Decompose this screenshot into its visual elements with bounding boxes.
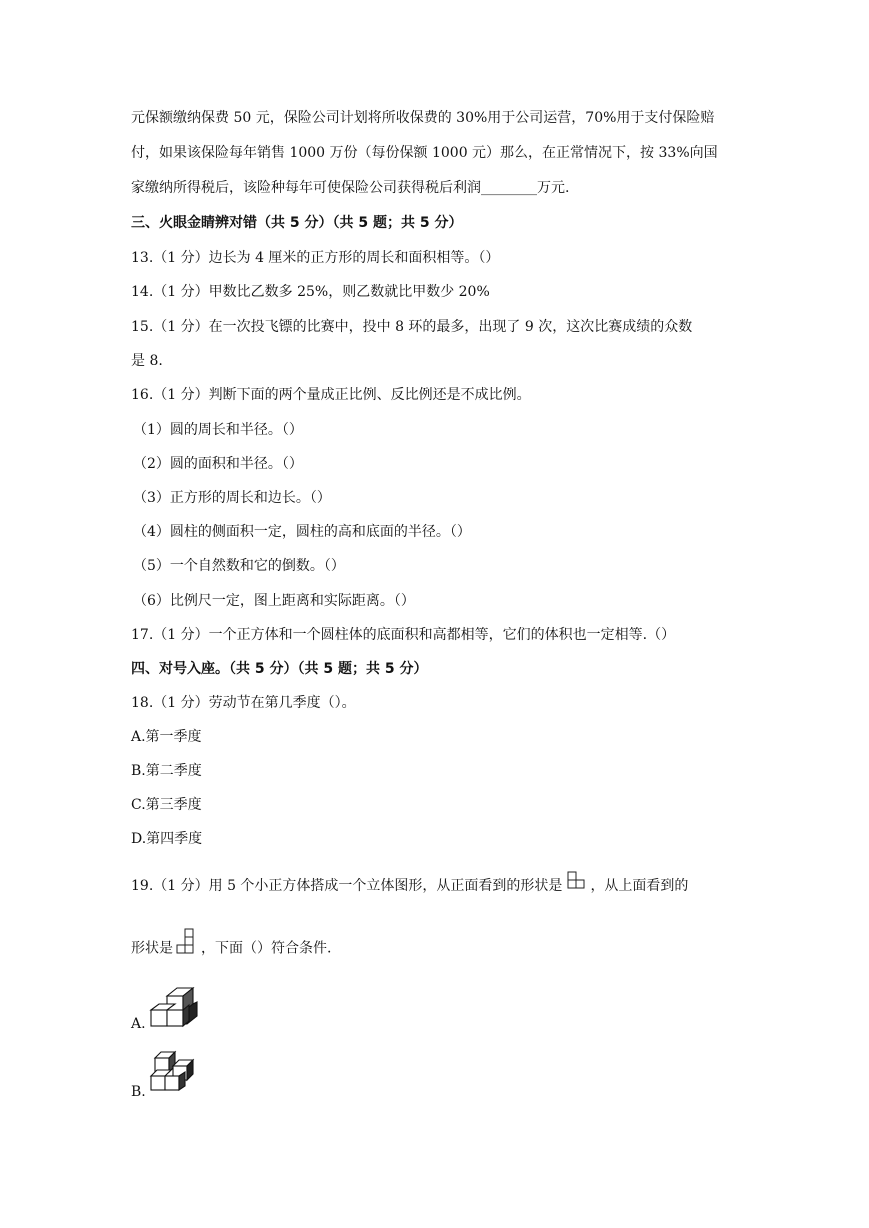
question-18-option-b: B.第二季度 xyxy=(131,763,202,779)
question-18-option-c: C.第三季度 xyxy=(131,797,202,813)
section-4-heading: 四、对号入座。（共 5 分）（共 5 题；共 5 分） xyxy=(131,661,428,677)
question-12-text-line-2: 付，如果该保险每年销售 1000 万份（每份保额 1000 元）那么，在正常情况下，按 33%向国 xyxy=(131,145,718,161)
option-a-cube-figure xyxy=(147,980,203,1032)
question-19-line-1 xyxy=(131,871,688,901)
question-19-line-2 xyxy=(131,928,331,969)
front-view-figure xyxy=(565,871,587,901)
question-19-text-part-3: 形状是 xyxy=(131,940,173,957)
question-15-line-2: 是 8. xyxy=(131,353,163,369)
question-16-item-5: （5）一个自然数和它的倒数。（） xyxy=(133,558,345,574)
question-16-item-6: （6）比例尺一定，图上距离和实际距离。（） xyxy=(133,593,415,609)
question-16-item-1: （1）圆的周长和半径。（） xyxy=(133,422,303,438)
question-19-text-part-2: ，从上面看到的 xyxy=(590,878,689,894)
question-18-option-a: A.第一季度 xyxy=(131,729,202,745)
question-19-option-a xyxy=(131,978,221,1032)
question-18-option-d: D.第四季度 xyxy=(131,831,203,847)
question-19-text-part-1: 19.（1 分）用 5 个小正方体搭成一个立体图形，从正面看到的形状是 xyxy=(131,878,563,894)
question-13: 13.（1 分）边长为 4 厘米的正方形的周长和面积相等。（） xyxy=(131,250,500,266)
question-19-option-b xyxy=(131,1044,221,1100)
question-19-option-a-label: A. xyxy=(131,1016,146,1032)
question-17: 17.（1 分）一个正方体和一个圆柱体的底面积和高都相等，它们的体积也一定相等.（） xyxy=(131,627,676,643)
question-16: 16.（1 分）判断下面的两个量成正比例、反比例还是不成比例。 xyxy=(131,387,531,403)
question-12-text-line-1: 元保额缴纳保费 50 元，保险公司计划将所收保费的 30%用于公司运营，70%用于支付保险赔 xyxy=(131,110,715,126)
question-19-text-part-4: ，下面（）符合条件. xyxy=(201,940,332,957)
top-view-figure xyxy=(176,928,198,969)
question-16-item-3: （3）正方形的周长和边长。（） xyxy=(133,490,331,506)
question-18: 18.（1 分）劳动节在第几季度（）。 xyxy=(131,695,356,711)
option-b-cube-figure xyxy=(147,1046,207,1098)
question-19-option-b-label: B. xyxy=(131,1084,146,1100)
question-16-item-4: （4）圆柱的侧面积一定，圆柱的高和底面的半径。（） xyxy=(133,524,471,540)
question-15-line-1: 15.（1 分）在一次投飞镖的比赛中，投中 8 环的最多，出现了 9 次，这次比赛成绩的众数 xyxy=(131,319,693,335)
question-12-text-line-3: 家缴纳所得税后，该险种每年可使保险公司获得税后利润________万元. xyxy=(131,180,570,196)
question-14: 14.（1 分）甲数比乙数多 25%，则乙数就比甲数少 20% xyxy=(131,284,490,300)
section-3-heading: 三、火眼金睛辨对错（共 5 分）（共 5 题；共 5 分） xyxy=(131,215,463,231)
question-16-item-2: （2）圆的面积和半径。（） xyxy=(133,456,303,472)
